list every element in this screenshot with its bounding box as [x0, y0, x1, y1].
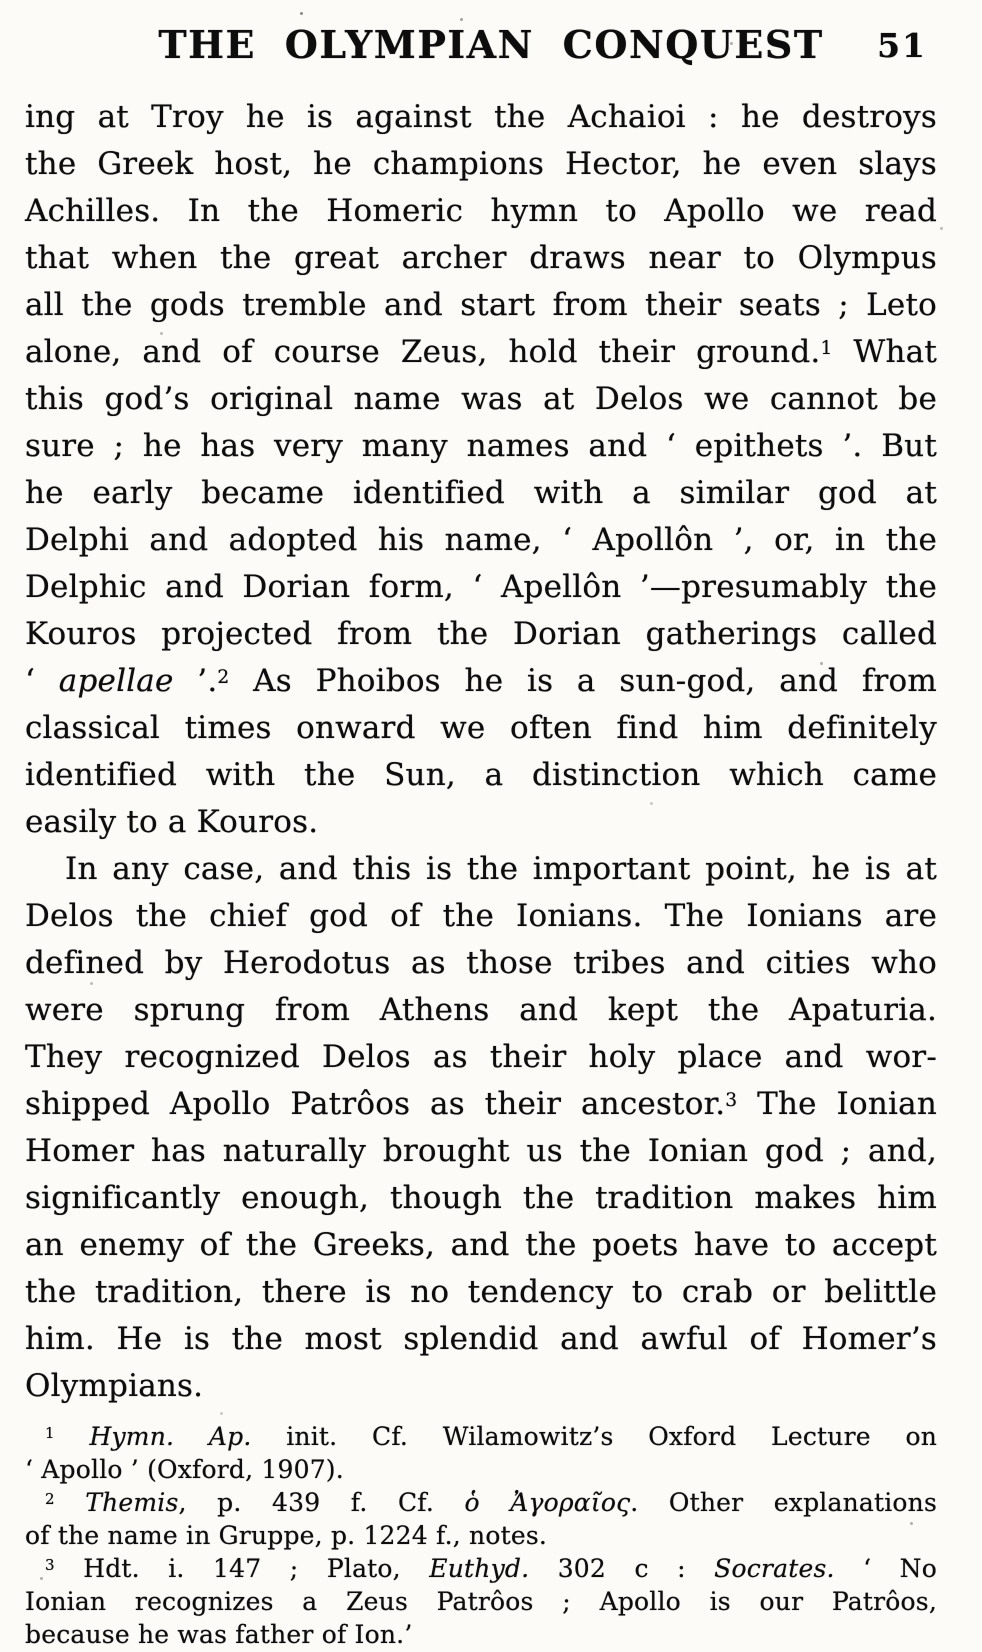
text-line: [25, 1034, 937, 1081]
text-run: he early became identified with a similar god at: [25, 475, 937, 511]
text-line: [25, 1081, 937, 1128]
footnote-marker: 1: [820, 337, 833, 359]
text-run: In any case, and this is the important point, he is at: [65, 851, 937, 887]
text-line: [25, 1420, 937, 1453]
text-line: [25, 846, 937, 893]
text-run: all the gods tremble and start from their seats ; Leto: [25, 287, 937, 323]
text-run: because he was father of Ion.’: [25, 1620, 413, 1649]
text-line: [25, 658, 937, 705]
text-line: [25, 376, 937, 423]
footnote: [25, 1486, 937, 1552]
footnote: [25, 1420, 937, 1486]
text-run: ing at Troy he is against the Achaioi : he destroys: [25, 99, 937, 135]
text-line: [25, 470, 937, 517]
italic-text: ὁ Ἀγοραῖος: [464, 1488, 631, 1517]
text-line: [25, 893, 937, 940]
text-run: ‘ No: [834, 1554, 937, 1583]
text-run: Achilles. In the Homeric hymn to Apollo we read: [25, 193, 937, 229]
text-line: [25, 1363, 937, 1410]
text-run: Kouros projected from the Dorian gatherings called: [25, 616, 937, 652]
text-run: Hdt. i. 147 ; Plato,: [54, 1554, 430, 1583]
text-line: [25, 1453, 937, 1486]
text-run: this god’s original name was at Delos we cannot be: [25, 381, 937, 417]
text-run: As Phoibos he is a sun-god, and from: [229, 663, 937, 699]
page-title: THE OLYMPIAN CONQUEST: [158, 22, 824, 67]
text-line: [25, 940, 937, 987]
text-line: [25, 517, 937, 564]
text-run: classical times onward we often find him definitely: [25, 710, 937, 746]
text-run: init. Cf. Wilamowitz’s Oxford Lecture on: [251, 1422, 937, 1451]
text-run: . Other explanations: [630, 1488, 938, 1517]
footnotes: [25, 1420, 937, 1651]
text-line: [25, 188, 937, 235]
text-run: the Greek host, he champions Hector, he even slays: [25, 146, 937, 182]
text-line: [25, 1269, 937, 1316]
text-run: of the name in Gruppe, p. 1224 f., notes.: [25, 1521, 547, 1550]
text-run: , p. 439 f. Cf.: [178, 1488, 465, 1517]
text-line: [25, 423, 937, 470]
paragraph: [25, 846, 937, 1410]
text-run: ‘ Apollo ’ (Oxford, 1907).: [25, 1455, 344, 1484]
text-run: Homer has naturally brought us the Ionian god ; and,: [25, 1133, 937, 1169]
italic-text: Hymn. Ap.: [89, 1422, 252, 1451]
text-line: [25, 1552, 937, 1585]
text-line: [25, 1128, 937, 1175]
text-run: Delphic and Dorian form, ‘ Apellôn ’—presumably the: [25, 569, 937, 605]
text-run: The Ionian: [737, 1086, 937, 1122]
text-run: Delphi and adopted his name, ‘ Apollôn ’, or, in the: [25, 522, 937, 558]
text-run: alone, and of course Zeus, hold their ground.: [25, 334, 821, 370]
paragraph: [25, 94, 937, 846]
text-line: [25, 235, 937, 282]
text-line: [25, 282, 937, 329]
text-run: They recognized Delos as their holy place and wor-: [25, 1039, 937, 1075]
text-line: [25, 1618, 937, 1651]
text-line: [25, 1316, 937, 1363]
text-line: [25, 799, 937, 846]
text-run: What: [832, 334, 938, 370]
text-line: [25, 705, 937, 752]
text-run: significantly enough, though the tradition makes him: [25, 1180, 937, 1216]
text-run: ’.: [173, 663, 218, 699]
text-run: the tradition, there is no tendency to crab or belittle: [25, 1274, 937, 1310]
text-run: him. He is the most splendid and awful of Homer’s: [25, 1321, 937, 1357]
text-line: [25, 1222, 937, 1269]
footnote-marker: 2: [217, 666, 230, 688]
text-line: [25, 752, 937, 799]
text-line: [25, 564, 937, 611]
italic-text: Themis: [85, 1488, 179, 1517]
text-run: Delos the chief god of the Ionians. The Ionians are: [25, 898, 937, 934]
text-line: [25, 1175, 937, 1222]
text-run: 302 c :: [529, 1554, 715, 1583]
text-run: an enemy of the Greeks, and the poets have to accept: [25, 1227, 937, 1263]
text-run: ‘: [25, 663, 59, 699]
text-line: [25, 1519, 937, 1552]
footnote: [25, 1552, 937, 1651]
footnote-marker: 3: [725, 1089, 738, 1111]
text-line: [25, 987, 937, 1034]
text-line: [25, 611, 937, 658]
text-line: [25, 141, 937, 188]
italic-text: Socrates.: [714, 1554, 835, 1583]
footnote-marker: 3: [45, 1556, 55, 1575]
text-run: that when the great archer draws near to Olympus: [25, 240, 937, 276]
text-run: defined by Herodotus as those tribes and cities who: [25, 945, 937, 981]
page-number: 51: [877, 26, 927, 65]
text-run: [55, 1422, 90, 1451]
italic-text: Euthyd.: [429, 1554, 530, 1583]
text-run: shipped Apollo Patrôos as their ancestor.: [25, 1086, 726, 1122]
text-run: Olympians.: [25, 1368, 204, 1404]
text-line: [25, 1486, 937, 1519]
text-line: [25, 94, 937, 141]
text-run: easily to a Kouros.: [25, 804, 319, 840]
body-text: [25, 94, 937, 1410]
footnote-marker: 1: [45, 1424, 55, 1443]
text-run: identified with the Sun, a distinction which came: [25, 757, 937, 793]
text-line: [25, 1585, 937, 1618]
text-line: [25, 329, 937, 376]
text-run: were sprung from Athens and kept the Apaturia.: [25, 992, 937, 1028]
text-run: [55, 1488, 85, 1517]
footnote-marker: 2: [45, 1490, 55, 1509]
text-run: Ionian recognizes a Zeus Patrôos ; Apollo is our Patrôos,: [25, 1587, 937, 1616]
text-run: sure ; he has very many names and ‘ epithets ’. But: [25, 428, 937, 464]
italic-text: apellae: [58, 663, 174, 699]
